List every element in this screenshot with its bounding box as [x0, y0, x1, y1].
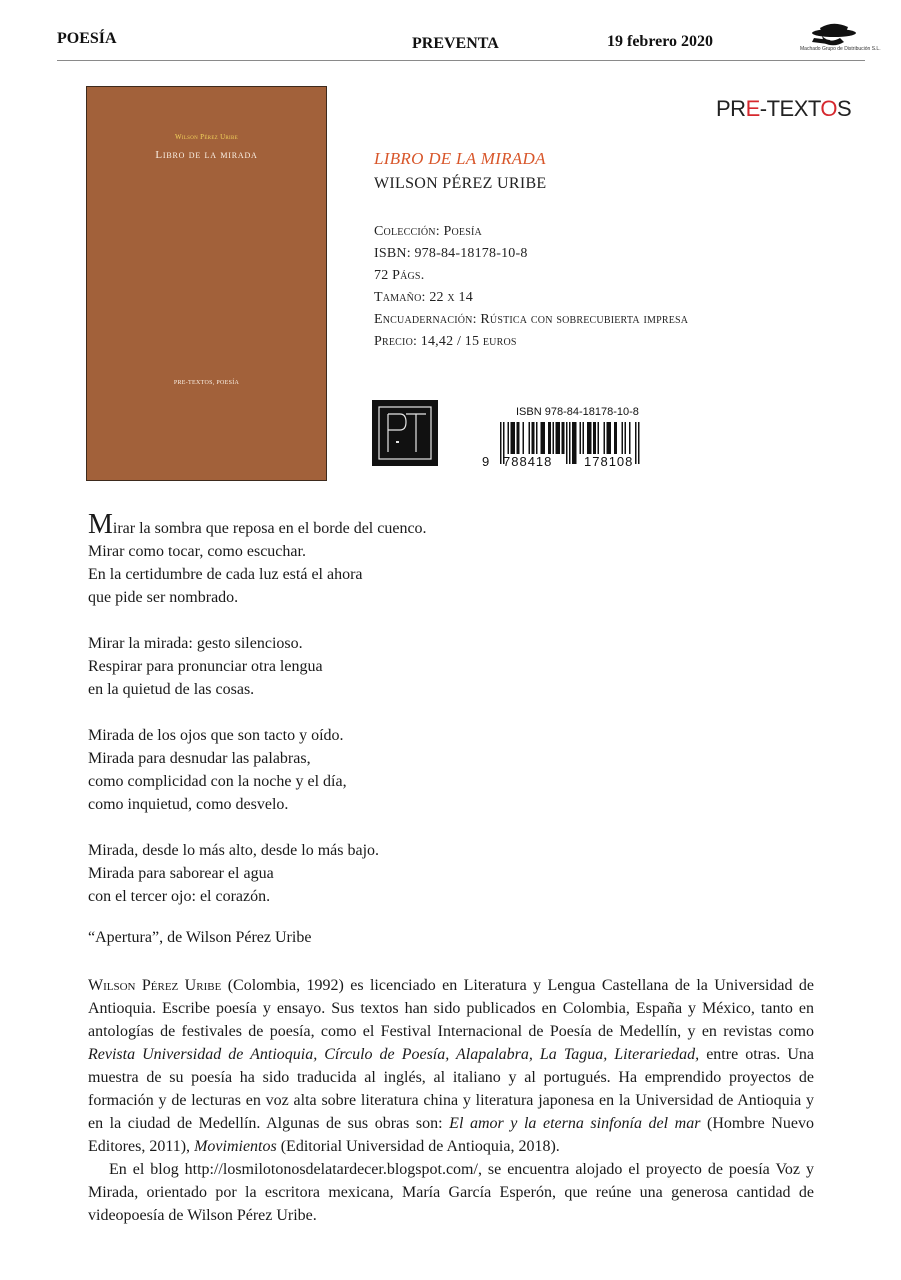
poem-line: como complicidad con la noche y el día, [88, 773, 347, 790]
book-collection: Colección: Poesía [374, 224, 482, 239]
book-title: LIBRO DE LA MIRADA [374, 149, 546, 168]
poem [88, 509, 608, 931]
bio-work-title: Movimientos [194, 1138, 277, 1155]
poem-line: Mirada de los ojos que son tacto y oído. [88, 727, 344, 744]
bio-text: (Hombre Nuevo Editores, 2011), [88, 1115, 815, 1155]
barcode-lead-digit: 9 [482, 454, 490, 468]
poem-line: que pide ser nombrado. [88, 589, 239, 606]
cover-imprint: PRE-TEXTOS, POESÍA [173, 380, 240, 386]
poem-line: con el tercer ojo: el corazón. [88, 888, 271, 905]
publisher-logo-part: -TEXT [759, 96, 821, 121]
section-label: POESÍA [57, 30, 117, 47]
bio-work-title: El amor y la eterna sinfonía del mar [449, 1115, 701, 1132]
book-size: Tamaño: 22 x 14 [374, 290, 473, 305]
poem-line: Mirada para saborear el agua [88, 865, 274, 882]
poem-stanza [88, 724, 608, 816]
book-price: Precio: 14,42 / 15 euros [374, 334, 517, 349]
poem-line: en la quietud de las cosas. [88, 681, 255, 698]
poem-line: Mirada, desde lo más alto, desde lo más bajo. [88, 842, 380, 859]
poem-stanza [88, 509, 608, 609]
poem-line: En la certidumbre de cada luz está el ahora [88, 566, 363, 583]
poem-dropcap: M [88, 509, 113, 540]
publisher-logo-accent: O [820, 96, 838, 121]
poem-stanza [88, 839, 608, 908]
poem-line: Mirada para desnudar las palabras, [88, 750, 311, 767]
book-cover [86, 86, 327, 481]
barcode-icon [482, 422, 666, 468]
poem-line: Respirar para pronunciar otra lengua [88, 658, 323, 675]
publisher-logo-part: S [837, 96, 852, 121]
poem-first-line: irar la sombra que reposa en el borde del cuenco. [112, 520, 427, 537]
bio-text: (Colombia, 1992) es licenciado en Literatura y Lengua Castellana de la Universidad de Antioquia. Escribe poesía y ensayo. Sus textos han sido publicados en Colombia, España y México, tanto en antologías de festivales de poesía, como el Festival Internacional de Poesía de Medellín, y en revistas como [88, 977, 815, 1040]
bio-paragraph: En el blog http://losmilotonosdelatardecer.blogspot.com/, se encuentra alojado el proyecto de poesía Voz y Mirada, orientado por la escritora mexicana, María García Esperón, que reúne una generosa cantidad de videopoesía de Wilson Pérez Uribe. [88, 1161, 814, 1224]
author-bio [88, 974, 814, 1227]
bio-author-name: Wilson Pérez Uribe [88, 977, 222, 994]
poem-stanza [88, 632, 608, 701]
distributor-caption: Machado Grupo de Distribución S.L. [800, 46, 881, 52]
poem-line: Mirar como tocar, como escuchar. [88, 543, 306, 560]
book-isbn: ISBN: 978-84-18178-10-8 [374, 246, 528, 261]
poem-line: como inquietud, como desvelo. [88, 796, 289, 813]
bio-journals: Revista Universidad de Antioquia, Círculo de Poesía, Alapalabra, La Tagua, Literariedad, [88, 1046, 700, 1063]
poem-line [88, 509, 608, 540]
poem-attribution: “Apertura”, de Wilson Pérez Uribe [88, 929, 312, 946]
cover-title: Libro de la mirada [155, 149, 258, 161]
barcode-group-2: 178108 [584, 454, 634, 468]
publisher-logo [716, 96, 851, 122]
header-divider [57, 60, 865, 61]
bio-text: entre otras. Una muestra de su poesía ha sido traducida al inglés, al italiano y al portugués. Ha emprendido proyectos de formación y de lecturas en voz alta sobre literatura china y literatura japonesa en la Universidad de Antioquia y en la ciudad de Medellín. Algunas de sus obras son: [88, 1046, 814, 1132]
pretextos-emblem-icon [372, 400, 438, 466]
status-label: PREVENTA [412, 35, 499, 52]
barcode-group-1: 788418 [503, 454, 553, 468]
bio-text: (Editorial Universidad de Antioquia, 2018). [276, 1138, 560, 1155]
cover-author: Wilson Pérez Uribe [174, 133, 239, 141]
date-label: 19 febrero 2020 [607, 33, 714, 50]
bio-paragraph [88, 974, 814, 1158]
publisher-logo-part: PR [716, 96, 746, 121]
poem-line: Mirar la mirada: gesto silencioso. [88, 635, 303, 652]
publisher-logo-accent: E [745, 96, 760, 121]
book-pages: 72 Págs. [374, 268, 425, 283]
book-binding: Encuadernación: Rústica con sobrecubierta impresa [374, 312, 689, 327]
barcode-isbn-label: ISBN 978-84-18178-10-8 [516, 406, 639, 418]
book-author: WILSON PÉREZ URIBE [374, 175, 547, 192]
